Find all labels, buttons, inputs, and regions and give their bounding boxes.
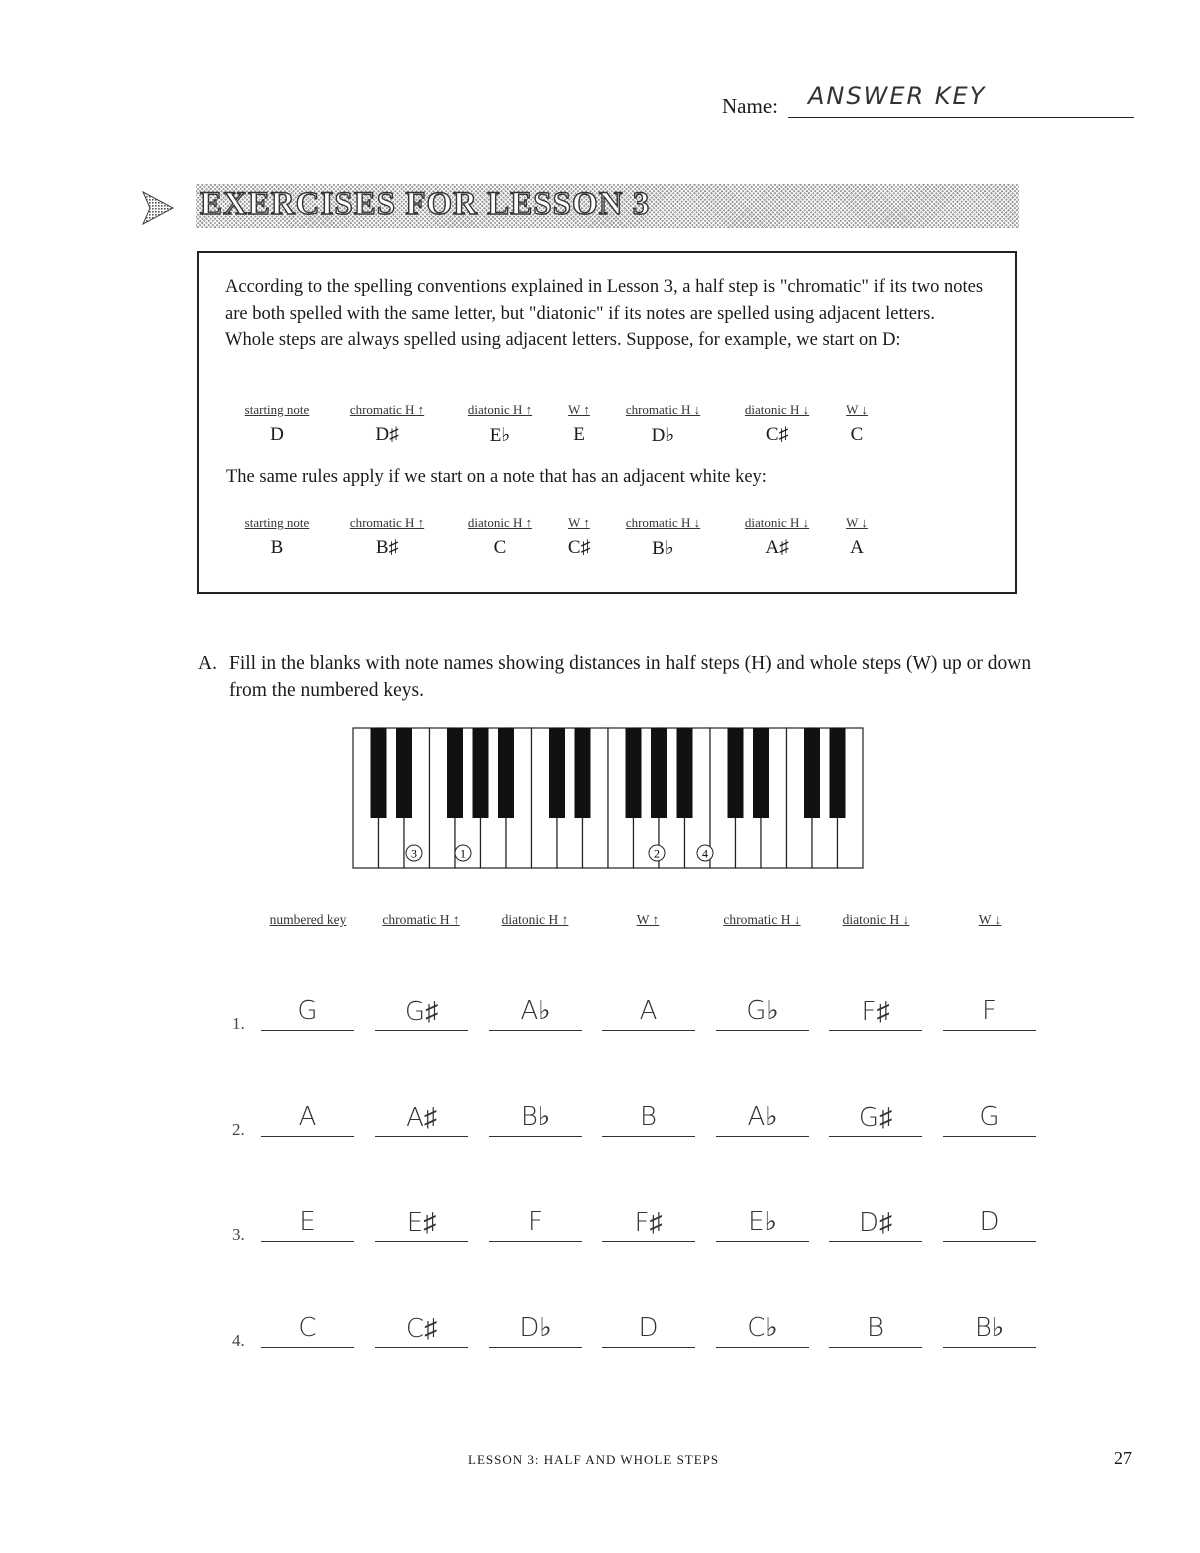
answer-value: A♭ (520, 996, 551, 1026)
name-line (788, 117, 1134, 118)
example-note: D♯ (375, 424, 399, 445)
info-paragraph: According to the spelling conventions explained in Lesson 3, a half step is "chromatic" if its two notes are both spelled with the same letter, but "diatonic" if its notes are spelled using adjacent letters. Whole steps are always spelled using adjacent letters. Suppose, for example, we start on D: (225, 277, 984, 350)
column-header: W ↓ (978, 912, 1002, 927)
name-value: ANSWER KEY (808, 82, 987, 110)
answer-value: D (638, 1313, 659, 1343)
column-header: diatonic H ↓ (842, 912, 910, 927)
example-note: B (270, 537, 284, 558)
black-key (498, 728, 514, 818)
row-number: 3. (232, 1225, 245, 1244)
row-number: 1. (232, 1014, 245, 1033)
example-header: starting note (244, 402, 310, 417)
answer-blank[interactable] (602, 1347, 695, 1348)
answer-value: D♯ (858, 1208, 893, 1238)
answer-blank[interactable] (829, 1347, 922, 1348)
answer-blank[interactable] (489, 1030, 582, 1031)
answer-blank[interactable] (943, 1030, 1036, 1031)
answer-value: B (639, 1102, 658, 1132)
example-note: E (573, 424, 585, 445)
example-header: chromatic H ↓ (625, 402, 701, 417)
answer-blank[interactable] (489, 1347, 582, 1348)
black-key (447, 728, 463, 818)
example-note: C (493, 537, 507, 558)
answer-blank[interactable] (716, 1030, 809, 1031)
answer-blank[interactable] (261, 1030, 354, 1031)
black-key (728, 728, 744, 818)
answer-blank[interactable] (375, 1347, 468, 1348)
black-key (677, 728, 693, 818)
info-paragraph-2: The same rules apply if we start on a note that has an adjacent white key: (226, 467, 767, 487)
answer-blank[interactable] (602, 1241, 695, 1242)
answer-blank[interactable] (602, 1136, 695, 1137)
answer-value: F♯ (634, 1208, 663, 1238)
key-marker (406, 845, 422, 861)
answer-blank[interactable] (943, 1241, 1036, 1242)
example-header: chromatic H ↑ (349, 515, 425, 530)
example-header: diatonic H ↓ (744, 402, 810, 417)
column-header: W ↑ (636, 912, 660, 927)
example-note: C♯ (567, 537, 591, 558)
answer-blank[interactable] (602, 1030, 695, 1031)
example-header: W ↑ (568, 402, 590, 417)
black-key (830, 728, 846, 818)
black-key (473, 728, 489, 818)
answer-blank[interactable] (261, 1241, 354, 1242)
key-marker (697, 845, 713, 861)
column-header: numbered key (269, 912, 347, 927)
answer-value: A (639, 996, 658, 1026)
answer-value: E♭ (748, 1207, 777, 1237)
answer-blank[interactable] (261, 1347, 354, 1348)
answer-blank[interactable] (261, 1136, 354, 1137)
example-header: diatonic H ↑ (467, 402, 533, 417)
key-marker (455, 845, 471, 861)
example-header: starting note (244, 515, 310, 530)
black-key (626, 728, 642, 818)
answer-value: F (982, 996, 997, 1026)
answer-blank[interactable] (943, 1136, 1036, 1137)
answer-blank[interactable] (829, 1241, 922, 1242)
black-key (575, 728, 591, 818)
answer-value: F (528, 1207, 543, 1237)
example-note: E♭ (489, 425, 511, 446)
answer-blank[interactable] (716, 1241, 809, 1242)
black-key (549, 728, 565, 818)
answer-blank[interactable] (716, 1136, 809, 1137)
answer-blank[interactable] (375, 1136, 468, 1137)
answer-blank[interactable] (716, 1347, 809, 1348)
answer-value: B♭ (520, 1102, 551, 1132)
example-note: D♭ (651, 425, 675, 446)
answer-value: G (297, 996, 318, 1026)
column-header: diatonic H ↑ (501, 912, 569, 927)
example-header: W ↑ (568, 515, 590, 530)
key-marker-label: 4 (702, 846, 708, 861)
example-note: D (270, 424, 284, 445)
answer-value: G (979, 1102, 1000, 1132)
key-marker-label: 1 (460, 846, 466, 861)
answer-blank[interactable] (943, 1347, 1036, 1348)
answer-value: A (298, 1102, 317, 1132)
answer-blank[interactable] (829, 1136, 922, 1137)
row-number: 2. (232, 1120, 245, 1139)
black-key (371, 728, 387, 818)
black-key (396, 728, 412, 818)
section-letter: A. (198, 653, 217, 674)
answer-value: E♯ (406, 1208, 437, 1238)
example-header: W ↓ (846, 402, 868, 417)
answer-value: F♯ (861, 997, 890, 1027)
footer-title: LESSON 3: HALF AND WHOLE STEPS (468, 1452, 720, 1467)
answer-blank[interactable] (489, 1136, 582, 1137)
column-header: chromatic H ↑ (382, 912, 460, 927)
answer-value: E (299, 1207, 316, 1237)
example-header: chromatic H ↑ (349, 402, 425, 417)
arrow-icon (140, 190, 176, 226)
answer-value: G♭ (746, 996, 779, 1026)
black-key (651, 728, 667, 818)
section-text: Fill in the blanks with note names showing distances in half steps (H) and whole steps (W) up or down from the numbered keys. (229, 653, 1032, 701)
answer-value: G♯ (858, 1103, 893, 1133)
banner-title: EXERCISES FOR LESSON 3 (200, 186, 651, 222)
example-note: B♯ (375, 537, 399, 558)
answer-value: B (866, 1313, 885, 1343)
answer-value: D (979, 1207, 1000, 1237)
answer-value: C♯ (405, 1314, 438, 1344)
example-note: A (850, 537, 864, 558)
example-header: diatonic H ↓ (744, 515, 810, 530)
example-note: C♯ (765, 424, 789, 445)
black-key (804, 728, 820, 818)
example-note: C (850, 424, 864, 445)
name-label: Name: (722, 94, 778, 118)
answer-blank[interactable] (375, 1030, 468, 1031)
answer-value: C♭ (747, 1313, 778, 1343)
answer-blank[interactable] (489, 1241, 582, 1242)
column-header: chromatic H ↓ (723, 912, 801, 927)
answer-blank[interactable] (829, 1030, 922, 1031)
answer-value: C (298, 1313, 317, 1343)
black-key (753, 728, 769, 818)
answer-value: B♭ (974, 1313, 1005, 1343)
answer-blank[interactable] (375, 1241, 468, 1242)
piano-keyboard (352, 727, 864, 869)
page-number: 27 (1114, 1448, 1132, 1468)
answer-value: D♭ (519, 1313, 552, 1343)
key-marker-label: 2 (654, 846, 660, 861)
key-marker-label: 3 (411, 846, 417, 861)
example-header: W ↓ (846, 515, 868, 530)
example-header: chromatic H ↓ (625, 515, 701, 530)
example-note: B♭ (652, 538, 674, 559)
row-number: 4. (232, 1331, 245, 1350)
example-header: diatonic H ↑ (467, 515, 533, 530)
answer-value: G♯ (404, 997, 439, 1027)
key-marker (649, 845, 665, 861)
example-note: A♯ (765, 537, 789, 558)
answer-value: A♯ (406, 1103, 437, 1133)
answer-value: A♭ (747, 1102, 778, 1132)
